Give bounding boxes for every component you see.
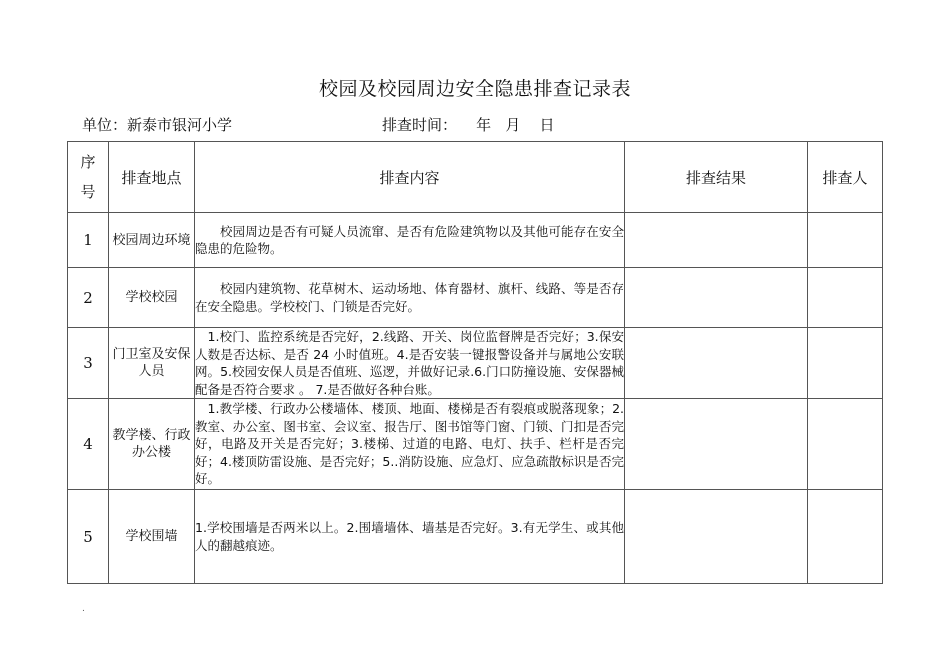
row-number: 3 xyxy=(68,328,109,399)
header-seq xyxy=(68,142,109,213)
row-person-cell[interactable] xyxy=(808,399,883,490)
page-title: 校园及校园周边安全隐患排查记录表 xyxy=(318,78,631,100)
row-number: 4 xyxy=(68,399,109,490)
header-seq-bottom: 号 xyxy=(80,183,96,201)
unit-label: 单位：新泰市银河小学 xyxy=(82,116,233,134)
row-result-cell[interactable] xyxy=(625,399,808,490)
header-result: 排查结果 xyxy=(625,142,808,213)
row-person-cell[interactable] xyxy=(808,328,883,399)
row-place: 教学楼、行政办公楼 xyxy=(109,399,195,490)
row-result-cell[interactable] xyxy=(625,268,808,328)
table-row xyxy=(68,490,883,584)
row-person-cell[interactable] xyxy=(808,268,883,328)
header-seq-top: 序 xyxy=(80,153,96,171)
row-place: 学校校园 xyxy=(109,268,195,328)
table-row xyxy=(68,328,883,399)
inspection-table xyxy=(67,141,883,584)
table-row xyxy=(68,268,883,328)
row-place: 校园周边环境 xyxy=(109,213,195,268)
header-content: 排查内容 xyxy=(195,142,625,213)
row-result-cell[interactable] xyxy=(625,213,808,268)
row-number: 5 xyxy=(68,490,109,584)
row-content: 校园周边是否有可疑人员流窜、是否有危险建筑物以及其他可能存在安全隐患的危险物。 xyxy=(195,213,625,268)
row-content: 1.校门、监控系统是否完好，2.线路、开关、岗位监督牌是否完好；3.保安人数是否达标、是否 24 小时值班。4.是否安装一键报警设备并与属地公安联网。5.校园安保人员是否值班、巡逻，并做好记录.6.门口防撞设施、安保器械配备是否符合要求 。 7.是否做好各种台账。 xyxy=(195,329,624,397)
footer-mark: . xyxy=(82,604,85,614)
row-place: 学校围墙 xyxy=(109,490,195,584)
table-row xyxy=(68,399,883,490)
row-person-cell[interactable] xyxy=(808,490,883,584)
header-place: 排查地点 xyxy=(109,142,195,213)
row-content: 1.学校围墙是否两米以上。2.围墙墙体、墙基是否完好。3.有无学生、或其他人的翻越痕迹。 xyxy=(195,490,625,584)
row-place: 门卫室及安保人员 xyxy=(109,328,195,399)
row-number: 1 xyxy=(68,213,109,268)
row-result-cell[interactable] xyxy=(625,490,808,584)
row-content: 校园内建筑物、花草树木、运动场地、体育器材、旗杆、线路、等是否存在安全隐患。学校校门、门锁是否完好。 xyxy=(195,268,625,328)
row-result-cell[interactable] xyxy=(625,328,808,399)
inspection-time-label: 排查时间： 年 月 日 xyxy=(382,116,555,134)
row-number: 2 xyxy=(68,268,109,328)
row-person-cell[interactable] xyxy=(808,213,883,268)
row-content: 1.教学楼、行政办公楼墙体、楼顶、地面、楼梯是否有裂痕或脱落现象；2.教室、办公室、图书室、会议室、报告厅、图书馆等门窗、门锁、门扣是否完好，电路及开关是否完好；3.楼梯、过道的电路、电灯、扶手、栏杆是否完好；4.楼顶防雷设施、是否完好；5..消防设施、应急灯、应急疏散标识是否完好。 xyxy=(195,399,625,490)
header-person: 排查人 xyxy=(808,142,883,213)
table-header-row xyxy=(68,142,883,213)
table-row xyxy=(68,213,883,268)
